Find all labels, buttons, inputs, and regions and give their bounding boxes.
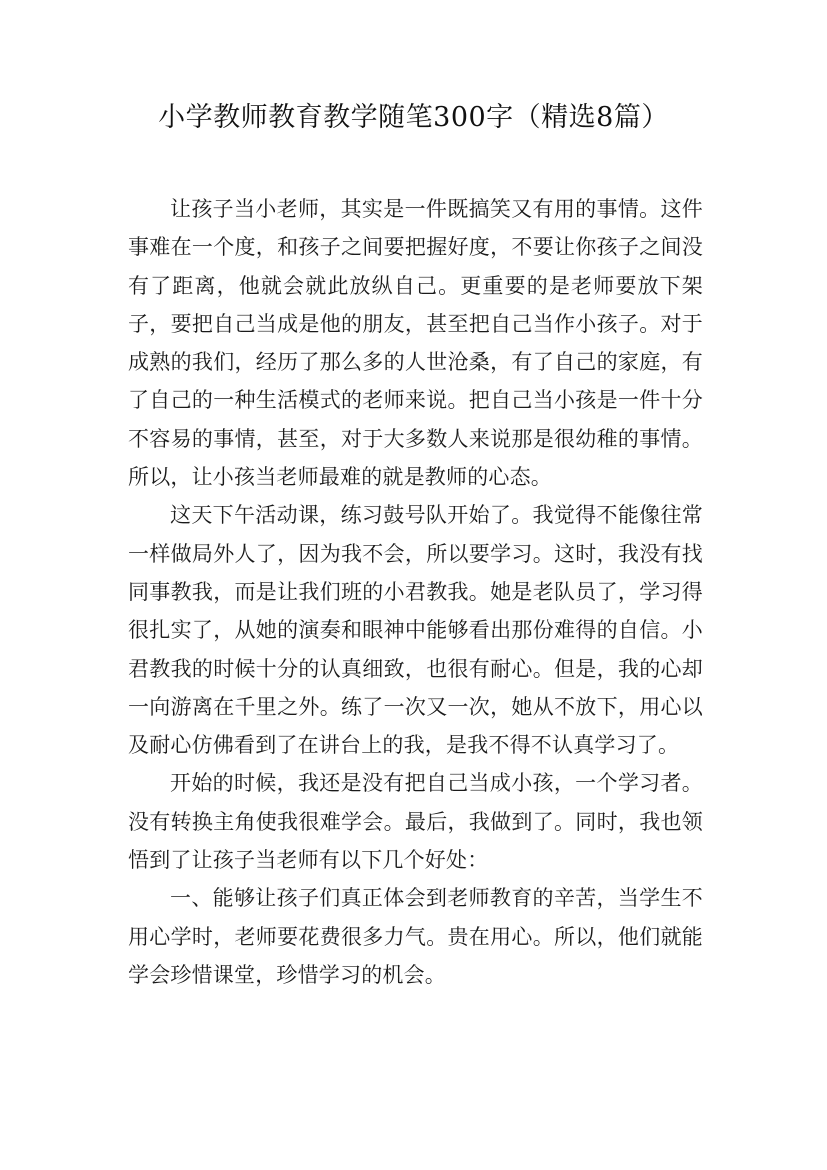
page-title: 小学教师教育教学随笔300字（精选8篇） [158,102,669,133]
paragraph: 让孩子当小老师，其实是一件既搞笑又有用的事情。这件事难在一个度，和孩子之间要把握好度，不要让你孩子之间没有了距离，他就会就此放纵自己。更重要的是老师要放下架子，要把自己当成是他的朋友，甚至把自己当作小孩子。对于成熟的我们，经历了那么多的人世沧桑，有了自己的家庭，有了自己的一种生活模式的老师来说。把自己当小孩是一件十分不容易的事情，甚至，对于大多数人来说那是很幼稚的事情。所以，让小孩当老师最难的就是教师的心态。 [128,197,703,490]
paragraph: 这天下午活动课，练习鼓号队开始了。我觉得不能像往常一样做局外人了，因为我不会，所以要学习。这时，我没有找同事教我，而是让我们班的小君教我。她是老队员了，学习得很扎实了，从她的演奏和眼神中能够看出那份难得的自信。小君教我的时候十分的认真细致，也很有耐心。但是，我的心却一向游离在千里之外。练了一次又一次，她从不放下，用心以及耐心仿佛看到了在讲台上的我，是我不得不认真学习了。 [128,503,703,758]
paragraph: 一、能够让孩子们真正体会到老师教育的辛苦，当学生不用心学时，老师要花费很多力气。贵在用心。所以，他们就能学会珍惜课堂，珍惜学习的机会。 [128,886,703,987]
document-body [128,190,703,994]
paragraph: 开始的时候，我还是没有把自己当成小孩，一个学习者。没有转换主角使我很难学会。最后，我做到了。同时，我也领悟到了让孩子当老师有以下几个好处： [128,771,703,873]
